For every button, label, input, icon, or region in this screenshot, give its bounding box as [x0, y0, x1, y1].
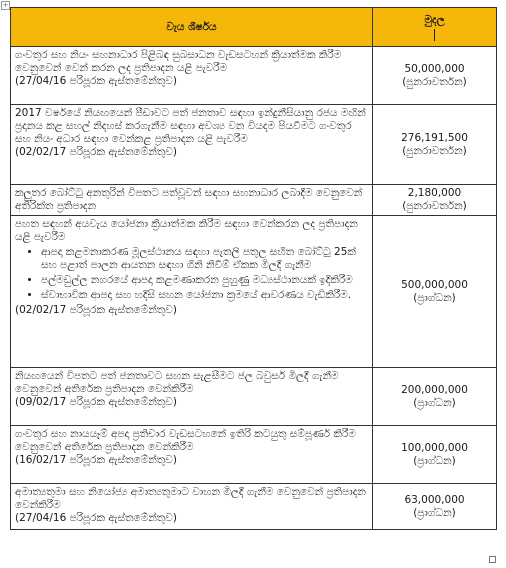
row-amount-cell[interactable]	[373, 185, 497, 216]
table-row	[11, 368, 497, 426]
row-description[interactable]	[11, 105, 373, 185]
row-amount: 500,000,000	[401, 278, 468, 291]
row-category: (පුනරාවර්තන)	[402, 200, 467, 212]
row-date: (27/04/16 පරිපූරක ඇස්තමේන්තුව)	[15, 512, 177, 524]
table-row	[11, 185, 497, 216]
row-description[interactable]	[11, 216, 373, 368]
header-expenditure-head: වැය ශීර්ෂය	[11, 8, 373, 47]
header-amount	[373, 8, 497, 47]
text-cursor	[434, 29, 435, 41]
table-row	[11, 47, 497, 105]
row-category: (ප්‍රාග්ධන)	[413, 454, 456, 467]
bullet-item: • පල්මඩුල්ල නගරයේ ආපදා කළමණාකරන පුහුණු මධ්‍යස්ථානයක් ඉදිකිරීම	[41, 274, 368, 287]
row-date: (02/02/17 පරිපූරක ඇස්තමේන්තුව)	[15, 146, 177, 158]
expenditure-table	[10, 7, 497, 530]
header-amount-label: මුදල	[424, 13, 445, 26]
table-move-handle-icon[interactable]: +	[2, 1, 9, 9]
bullet-item: • ස්වාභාවික ආපදා සහ හදිසි සහන යෝජනා ක්‍රමයේ ආවරණය වැඩිකිරීම.	[41, 289, 368, 302]
row-amount: 200,000,000	[401, 383, 468, 396]
row-amount-cell[interactable]	[373, 105, 497, 185]
row-category: (පුනරාවර්තන)	[402, 75, 467, 88]
table-row	[11, 426, 497, 484]
row-amount-cell[interactable]	[373, 47, 497, 105]
row-text: නියඟයෙන් විපතට පත් ජනතාවට සහන සැළසීමට ජල බවුසර් මිලදී ගැනීම වෙනුවෙන් අතිරේක ප්‍රතිපාදන වෙන්කිරීම	[15, 370, 339, 395]
row-category: (ප්‍රාග්ධන)	[413, 506, 456, 519]
row-description[interactable]	[11, 185, 373, 216]
row-category: (ප්‍රාග්ධන)	[413, 291, 456, 304]
table-row	[11, 216, 497, 368]
row-amount-cell[interactable]	[373, 216, 497, 368]
table-header-row	[11, 8, 497, 47]
row-text: 2017 වර්ෂයේ නියඟයෙන් පීඩාවට පත් ජනතාව සඳහා ඉන්දුනීසියානු රජය මඟින් ප්‍රදානය කළ සහල් නිදහස් කරගැනීම සඳහා අවශ්‍ය වන වියදම පියවීමට ගංවතුර සහ නියං අධාර සඳහා වෙන්කළ ප්‍රතිපාදන යළි පැවරීම	[15, 107, 366, 145]
bullet-item: • ආපදා කළමනාකරණ මූලස්ථානය සඳහා පැතලි පතුල සහිත බෝට්ටු 25ක් සහ පළාත් පාලන ආයතන සඳහා ගිනි නිවීම් ඒකක මිලදී ගැනීම	[41, 246, 368, 272]
row-amount: 276,191,500	[401, 131, 468, 144]
row-date: (16/02/17 පරිපූරක ඇස්තමේන්තුව)	[15, 454, 177, 466]
row-text: ගංවතුර සහ නායයෑම් අපදා ප්‍රතිචාර වැඩසටහනේ ඉතිරි කටයුතු සම්පූර්ණ කිරීම වෙනුවෙන් අතිරේක ප්‍රතිපාදන වෙන්කිරීම	[15, 428, 356, 453]
row-text: අමාත්‍යතුමා සහ නියෝජ්‍ය අමාත්‍යතුමාට වාහන මිලදී ගැනීම වෙනුවෙන් ප්‍රතිපාදන වෙන්කිරීම	[15, 486, 366, 511]
row-description[interactable]	[11, 426, 373, 484]
row-date: (02/02/17 පරිපූරක ඇස්තමේන්තුව)	[15, 304, 177, 316]
row-description[interactable]	[11, 368, 373, 426]
table-row	[11, 105, 497, 185]
table-row	[11, 484, 497, 530]
bullet-list	[15, 246, 368, 302]
row-amount: 50,000,000	[404, 62, 465, 75]
row-amount: 2,180,000	[407, 187, 462, 199]
row-amount: 63,000,000	[404, 493, 465, 506]
row-text: කලුතර බෝට්ටු අනතුරින් විපතට පත්වූවන් සඳහා සහනාධාර ලබාදීම වෙනුවෙන් අතිරික්ත ප්‍රතිපාදන	[15, 187, 363, 212]
row-amount-cell[interactable]	[373, 426, 497, 484]
row-amount: 100,000,000	[401, 441, 468, 454]
row-amount-cell[interactable]	[373, 368, 497, 426]
row-date: (27/04/16 පරිපූරක ඇස්තමේන්තුව)	[15, 75, 177, 87]
row-date: (09/02/17 පරිපූරක ඇස්තමේන්තුව)	[15, 396, 177, 408]
row-amount-cell[interactable]	[373, 484, 497, 530]
row-text: පහත සඳහන් අයවැය යෝජනා ක්‍රියාත්මක කිරීම සඳහා වෙන්කරන ලද ප්‍රතිපාදන යළි පැවරීම	[15, 218, 358, 243]
row-description[interactable]	[11, 484, 373, 530]
row-description[interactable]	[11, 47, 373, 105]
row-category: (ප්‍රාග්ධන)	[413, 396, 456, 409]
table-resize-handle-icon[interactable]	[489, 556, 496, 563]
row-category: (පුනරාවර්තන)	[402, 144, 467, 157]
row-text: ගංවතුර සහ නියං සහනාධාර පිළිබඳ සුබසාධන වැඩසටහන් ක්‍රියාත්මක කිරීම වෙනුවෙන් වෙන් කරන ලද ප්‍රතිපාදන යළි පැවරීම	[15, 49, 342, 74]
